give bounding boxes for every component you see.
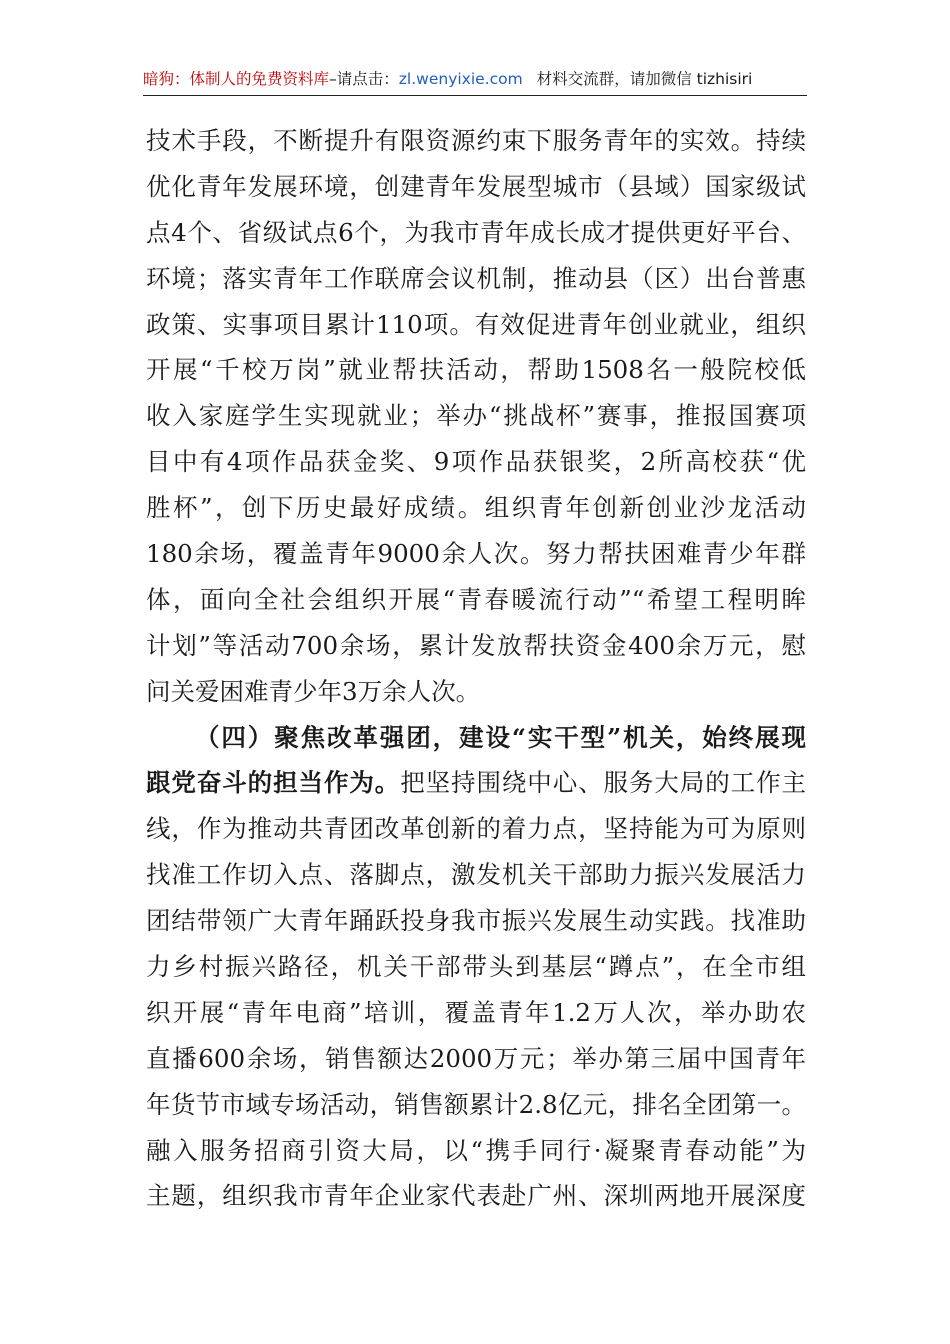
text-line: 融入服务招商引资大局，以“携手同行·凝聚青春动能”为 [146, 1135, 806, 1165]
header-prompt: –请点击： [329, 70, 399, 88]
header-divider [143, 95, 807, 96]
document-header [143, 64, 807, 94]
text-line: 点4个、省级试点6个，为我市青年成长成才提供更好平台、 [146, 217, 806, 247]
text-line [146, 760, 806, 806]
paragraph-reform [146, 715, 806, 1220]
text-line: 环境；落实青年工作联席会议机制，推动县（区）出台普惠 [146, 263, 806, 293]
text-line: 年货节市域专场活动，销售额累计2.8亿元，排名全团第一。 [146, 1089, 806, 1119]
text-line: 织开展“青年电商”培训，覆盖青年1.2万人次，举办助农 [146, 997, 806, 1027]
header-group-info: 材料交流群，请加微信 tizhisiri [536, 70, 753, 88]
text-line: 政策、实事项目累计110项。有效促进青年创业就业，组织 [146, 309, 806, 339]
text-line: 收入家庭学生实现就业；举办“挑战杯”赛事，推报国赛项 [146, 401, 806, 431]
text-line: 线，作为推动共青团改革创新的着力点，坚持能为可为原则 [146, 814, 806, 844]
text-line: 180余场，覆盖青年9000余人次。努力帮扶困难青少年群 [146, 539, 806, 569]
header-brand: 暗狗：体制人的免费资料库 [143, 70, 330, 88]
text-line: 团结带领广大青年踊跃投身我市振兴发展生动实践。找准助 [146, 906, 806, 936]
section-heading: （四）聚焦改革强团，建设“实干型”机关，始终展现 [195, 722, 806, 752]
text-line: 问关爱困难青少年3万余人次。 [146, 676, 481, 706]
header-site-link[interactable]: zl.wenyixie.com [398, 70, 523, 88]
text-line: 技术手段，不断提升有限资源约束下服务青年的实效。持续 [146, 126, 806, 155]
text-line: 主题，组织我市青年企业家代表赴广州、深圳两地开展深度 [146, 1181, 806, 1211]
text-line: 计划”等活动700余场，累计发放帮扶资金400余万元，慰 [146, 630, 806, 660]
text-line: 目中有4项作品获金奖、9项作品获银奖，2所高校获“优 [146, 447, 806, 477]
section-heading-continued: 跟党奋斗的担当作为。 [146, 768, 401, 798]
text-line: 找准工作切入点、落脚点，激发机关干部助力振兴发展活力 [146, 860, 806, 890]
text-line: 优化青年发展环境，创建青年发展型城市（县域）国家级试 [146, 171, 806, 201]
text-line: 胜杯”，创下历史最好成绩。组织青年创新创业沙龙活动 [146, 493, 806, 523]
text-line-rest: 把坚持围绕中心、服务大局的工作主 [400, 768, 807, 798]
text-line: 体，面向全社会组织开展“青春暖流行动”“希望工程明眸 [146, 584, 806, 614]
paragraph-youth-development [146, 118, 806, 715]
text-line: 力乡村振兴路径，机关干部带头到基层“蹲点”，在全市组 [146, 952, 806, 982]
text-line: 直播600余场，销售额达2000万元；举办第三届中国青年 [146, 1043, 806, 1073]
document-body [146, 118, 806, 1219]
text-line: 开展“千校万岗”就业帮扶活动，帮助1508名一般院校低 [146, 355, 806, 385]
